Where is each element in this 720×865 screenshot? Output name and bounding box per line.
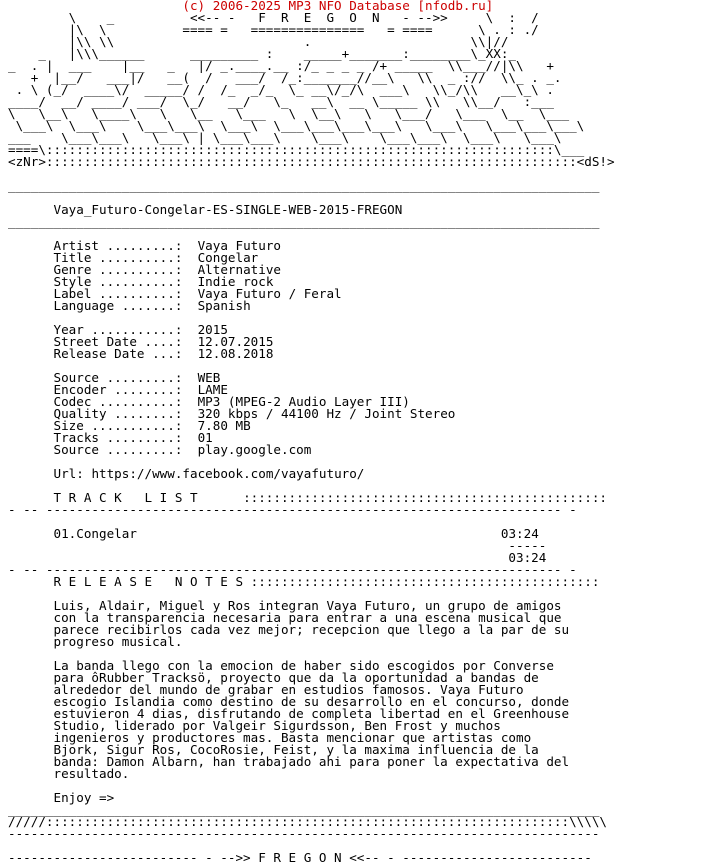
info-value-size: 7.80 MB — [197, 418, 251, 433]
art-line: _ . | ___ |__ _ |/ _.____.__ :/_ _ _ _ /+ _____ \\___//|\\ + — [8, 58, 554, 73]
info-label: Release Date ...: — [53, 346, 183, 361]
info-value-style: Indie rock — [197, 274, 274, 289]
info-label: Genre ..........: — [53, 262, 183, 277]
info-value-release-date: 12.08.2018 — [197, 346, 274, 361]
divider: ------------------------------------------------------------------------------ — [8, 826, 600, 841]
notes-line: parece recibirlos cada vez mejor; recepcion que llego a la par de su — [53, 622, 570, 637]
info-label: Quality ........: — [53, 406, 183, 421]
track-time: 03:24 — [500, 526, 539, 541]
art-line: _ |\\\______ _________ : _____+_______:________\_XX:_ — [8, 46, 554, 61]
info-label: Style ..........: — [53, 274, 183, 289]
footer-line: ------------------------- - -->> F R E G O N <<-- - ------------------------- — [8, 850, 592, 865]
notes-line: banda: Damon Albarn, han trabajado ahi para poner la expectativa del — [53, 754, 570, 769]
info-label: Label ..........: — [53, 286, 183, 301]
notes-line: estuvieron 4 dias, disfrutando de completa libertad en el Greenhouse — [53, 706, 570, 721]
info-value-genre: Alternative — [197, 262, 281, 277]
info-label: Year ...........: — [53, 322, 183, 337]
url-label: Url: — [53, 466, 84, 481]
notes-line: alrededor del mundo de grabar en estudios famosos. Vaya Futuro — [53, 682, 524, 697]
info-label: Codec ..........: — [53, 394, 183, 409]
divider: ______________________________________________________________________________ — [8, 214, 600, 229]
art-line: \ \__\ \____\ \ \__ \___ \ \__\ \ \___/ \___ \__ \___ — [8, 106, 570, 121]
info-group-release — [8, 238, 342, 313]
tracklist-heading: T R A C K L I S T — [53, 490, 198, 505]
info-label: Language .......: — [53, 298, 183, 313]
info-label: Source .........: — [53, 442, 183, 457]
url-link[interactable]: https://www.facebook.com/vayafuturo/ — [91, 466, 365, 481]
notes-paragraph — [8, 658, 569, 781]
info-value-label: Vaya Futuro / Feral — [197, 286, 342, 301]
notes-line: Studio, liderado por Valgeir Sigurdsson, Ben Frost y muchos — [53, 718, 501, 733]
art-line: . \ (_/ ____\/ _____/ / /_ _/_ \_ __\/_/\ ___\ \\_/\\ __\_\ . — [8, 82, 554, 97]
info-value-year: 2015 — [197, 322, 228, 337]
art-line: + |__/ ___|/ __( / ___/ /_:_______//__\ \\ _ :// \\_ . _. — [8, 70, 562, 85]
info-value-title: Congelar — [197, 250, 259, 265]
info-value-language: Spanish — [197, 298, 251, 313]
info-value-source: WEB — [197, 370, 221, 385]
info-label: Street Date ....: — [53, 334, 183, 349]
notes-line: para ôRubber Tracksö, proyecto que da la oportunidad a bandas de — [53, 670, 539, 685]
track-name: 01.Congelar — [53, 526, 137, 541]
divider: ______________________________________________________________________________ — [8, 802, 600, 817]
closing-text: Enjoy => — [53, 790, 115, 805]
credit-text: (c) 2006-2025 MP3 NFO Database [nfodb.ru] — [182, 0, 494, 13]
notes-line: Bjork, Sigur Ros, CocoRosie, Feist, y la maxima influencia de la — [53, 742, 539, 757]
notes-line: progreso musical. — [53, 634, 183, 649]
notes-line: escogio Islandia como destino de su desarrollo en el concurso, donde — [53, 694, 570, 709]
info-value-codec: MP3 (MPEG-2 Audio Layer III) — [197, 394, 410, 409]
info-label: Title ..........: — [53, 250, 183, 265]
info-value-source-site: play.google.com — [197, 442, 312, 457]
info-value-encoder: LAME — [197, 382, 228, 397]
info-label: Size ...........: — [53, 418, 183, 433]
info-label: Artist .........: — [53, 238, 183, 253]
art-line: |\ \ ==== = =============== = ==== \ . : ./ — [8, 22, 570, 37]
dotted-filler: :::::::::::::::::::::::::::::::::::::::::::::::: — [243, 490, 608, 505]
footer-group: F R E G O N — [258, 850, 342, 865]
art-line: \___\ \___\ \___\___\ \___\ \___\___\___\___\ \___\ \___\___\___\ — [8, 118, 585, 133]
art-line: ====\:::::::::::::::::::::::::::::::::::::::::::::::::::::::::::::::::::\___ — [8, 142, 585, 157]
notes-line: con la transparencia necesaria para entrar a una escena musical que — [53, 610, 562, 625]
art-line: ___ \___\___\ \___\ | \___\___\ \___\ \___\___\ \___\ \___\ — [8, 130, 562, 145]
art-line: \ _ <<-- - F R E G O N - -->> \ : / — [8, 10, 562, 25]
notes-heading: R E L E A S E N O T E S — [53, 574, 244, 589]
divider: - -- -------------------------------------------------------------------- - — [8, 562, 577, 577]
info-value-tracks: 01 — [197, 430, 213, 445]
notes-line: resultado. — [53, 766, 130, 781]
info-group-dates — [8, 322, 273, 361]
divider: ______________________________________________________________________________ — [8, 178, 600, 193]
ascii-art-logo — [8, 12, 615, 168]
info-value-artist: Vaya Futuro — [197, 238, 281, 253]
art-line: <zNr>::::::::::::::::::::::::::::::::::::::::::::::::::::::::::::::::::::::<dS!> — [8, 154, 615, 169]
divider: - -- -------------------------------------------------------------------- - — [8, 502, 577, 517]
total-time: 03:24 — [508, 550, 547, 565]
notes-line: ingenieros y productores mas. Basta mencionar que artistas como — [53, 730, 532, 745]
notes-line: La banda llego con la emocion de haber sido escogidos por Converse — [53, 658, 554, 673]
art-line: |\\ \\ . \\|// — [8, 34, 554, 49]
notes-paragraph — [8, 598, 569, 649]
release-name: Vaya_Futuro-Congelar-ES-SINGLE-WEB-2015-FREGON — [53, 202, 403, 217]
dotted-filler: :::::::::::::::::::::::::::::::::::::::::::::: — [250, 574, 600, 589]
nfo-document — [8, 0, 615, 864]
info-value-street-date: 12.07.2015 — [197, 334, 274, 349]
divider: /////:::::::::::::::::::::::::::::::::::::::::::::::::::::::::::::::::::::\\\\\ — [8, 814, 607, 829]
info-label: Tracks .........: — [53, 430, 183, 445]
divider: ----- — [508, 538, 547, 553]
art-line: ____/ __/ ____/ ___/ \_/ __/ \_ __\ __ \_____ \\ \\__/ :___ — [8, 94, 554, 109]
info-group-technical — [8, 370, 455, 457]
info-value-quality: 320 kbps / 44100 Hz / Joint Stereo — [197, 406, 456, 421]
info-label: Encoder ........: — [53, 382, 183, 397]
info-label: Source .........: — [53, 370, 183, 385]
notes-line: Luis, Aldair, Miguel y Ros integran Vaya Futuro, un grupo de amigos — [53, 598, 562, 613]
